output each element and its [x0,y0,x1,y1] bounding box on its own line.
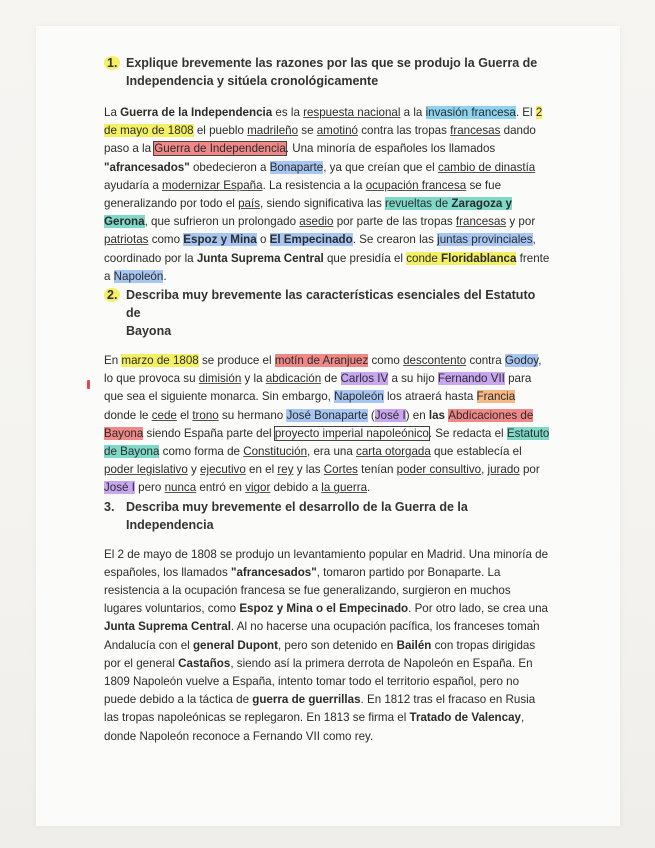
question-2-number: 2. [104,288,120,302]
margin-mark [87,380,90,389]
question-1-title-line1: Explique brevemente las razones por las que se produjo la Guerra de [126,56,538,70]
question-3-number: 3. [104,499,115,514]
question-3-heading [104,498,550,534]
question-1-heading [104,54,550,90]
question-2-title-line1: Describa muy brevemente las características esenciales del Estatuto de [126,288,536,321]
answer-3-paragraph: El 2 de mayo de 1808 se produjo un levantamiento popular en Madrid. Una minoría de españoles, los llamados "afrancesados", tomaron partido por Bonaparte. La resistencia a la ocupación francesa se fue generalizando, surgieron en muchos lugares voluntarios, como Espoz y Mina o el Empecinado. Por otro lado, se crea una Junta Suprema Central. Al no hacerse una ocupación pacífica, los franceses toman Andalucía con el general Dupont, pero son detenido en Bailén con tropas dirigidas por el general Castaños, siendo así la primera derrota de Napoleón en España. En 1809 Napoleón vuelve a España, intento tomar todo el territorio español, pero no puede debido a la táctica de guerra de guerrillas. En 1812 tras el fracaso en Rusia las tropas napoleónicas se replegaron. En 1813 se firma el Tratado de Valencay, donde Napoleón reconoce a Fernando VII como rey. [104,547,549,743]
question-1-title-line2: Independencia y sitúela cronológicamente [126,74,379,88]
answer-2-paragraph: En marzo de 1808 se produce el motín de Aranjuez como descontento contra Godoy, lo que provoca su dimisión y la abdicación de Carlos IV a su hijo Fernando VII para que sea el siguiente monarca. Sin embargo, Napoleón los atraerá hasta Francia donde le cede el trono su hermano José Bonaparte (José I) en las Abdicaciones de Bayona siendo España parte del proyecto imperial napoleónico. Se redacta el Estatuto de Bayona como forma de Constitución, era una carta otorgada que establecía el poder legislativo y ejecutivo en el rey y las Cortes tenían poder consultivo, jurado por José I pero nunca entró en vigor debido a la guerra. [104,354,550,495]
document-body [104,54,550,746]
question-2-title-line2: Bayona [126,324,172,339]
question-1-number: 1. [104,56,120,70]
question-2-heading [104,286,550,340]
question-3-title-line2: Independencia [126,517,214,532]
answer-1-paragraph: La Guerra de la Independencia es la respuesta nacional a la invasión francesa. El 2 de mayo de 1808 el pueblo madrileño se amotinó contra las tropas francesas dando paso a la Guerra de Independencia. Una minoría de españoles los llamados "afrancesados" obedecieron a Bonaparte, ya que creían que el cambio de dinastía ayudaría a modernizar España. La resistencia a la ocupación francesa se fue generalizando por todo el país, siendo significativa las revueltas de Zaragoza y Gerona, que sufrieron un prolongado asedio por parte de las tropas francesas y por patriotas como Espoz y Mina o El Empecinado. Se crearon las juntas provinciales, coordinado por la Junta Suprema Central que presidía el conde Floridablanca frente a Napoleón. [104,106,550,283]
question-3-title-line1: Describa muy brevemente el desarrollo de la Guerra de la [126,499,468,514]
